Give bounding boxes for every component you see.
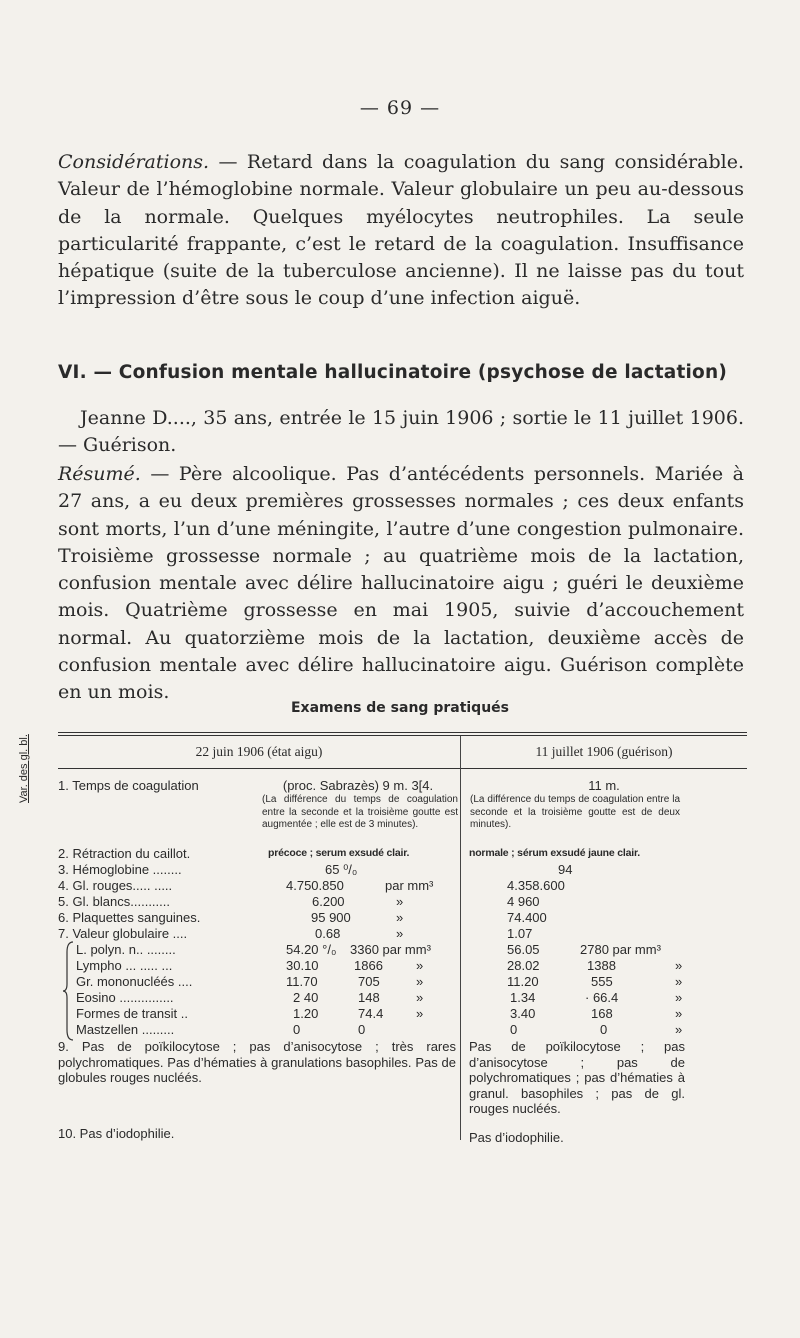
row3-label: 3. Hémoglobine ........ [58, 862, 182, 877]
row5-c2: 4 960 [507, 894, 540, 909]
sub-row-c1-pct: 11.70 [286, 974, 318, 989]
sub-row-c2-abs: 2780 par mm³ [580, 942, 661, 957]
row7-c1: 0.68 [315, 926, 341, 941]
row1-label: 1. Temps de coagulation [58, 778, 199, 793]
sub-row-c1-q: » [416, 990, 424, 1005]
sub-row-c2-q: » [675, 974, 683, 989]
row6-c1: 95 900 [311, 910, 351, 925]
sub-row-c2-q: » [675, 958, 683, 973]
sub-row-c2-q: » [675, 990, 683, 1005]
sub-row-c1-abs: 1866 [354, 958, 383, 973]
row1-c2-note: (La différence du temps de coagulation entre la seconde et la troisième goutte est de deux minutes). [470, 794, 680, 830]
sub-row-label: Gr. mononucléés .... [76, 974, 193, 989]
row7-c2: 1.07 [507, 926, 533, 941]
row4-c1: 4.750.850 [286, 878, 344, 893]
sub-row-c2-abs: 555 [591, 974, 613, 989]
row4-c1-unit: par mm³ [385, 878, 434, 893]
sub-row-c2-pct: 28.02 [507, 958, 540, 973]
sub-row-label: Formes de transit .. [76, 1006, 188, 1021]
table-header-rule [58, 768, 747, 769]
row6-label: 6. Plaquettes sanguines. [58, 910, 201, 925]
sub-row-c1-abs: 74.4 [358, 1006, 384, 1021]
leucocyte-variation-label: Var. des gl. bl. [18, 734, 30, 803]
sub-row-c1-abs: 705 [358, 974, 380, 989]
row5-c1: 6.200 [312, 894, 345, 909]
sub-row-c2-pct: 1.34 [510, 990, 536, 1005]
sub-row-c2-q: » [675, 1022, 683, 1037]
column-divider [460, 736, 461, 1140]
case-intro: Jeanne D...., 35 ans, entrée le 15 juin 1906 ; sortie le 11 juillet 1906. — Guérison. [58, 407, 744, 457]
sub-row-c1-pct: 30.10 [286, 958, 319, 973]
leucocyte-brace [62, 940, 74, 1042]
sub-row-c2-q: » [675, 1006, 683, 1021]
sub-row-c1-q: » [416, 974, 424, 989]
sub-row-label: L. polyn. n.. ........ [76, 942, 176, 957]
section-heading: VI. — Confusion mentale hallucinatoire (psychose de lactation) [58, 362, 727, 383]
row2-c2: normale ; sérum exsudé jaune clair. [469, 847, 640, 859]
resume-text: — Père alcoolique. Pas d’antécédents personnels. Mariée à 27 ans, a eu deux premières grossesses normales ; ces deux enfants sont morts, l’un d’une méningite, l’autre d’une congestion pulmonaire. Troisième grossesse normale ; au quatrième mois de la lactation, confusion mentale avec délire hallucinatoire aigu ; guéri le deuxième mois. Quatrième grossesse en mai 1905, suivie d’accouchement normal. Au quatorzième mois de la lactation, deuxième accès de confusion mentale avec délire hallucinatoire aigu. Guérison complète en un mois. [58, 463, 744, 704]
sub-row-c2-pct: 11.20 [507, 974, 539, 989]
col1-header: 22 juin 1906 (état aigu) [195, 744, 323, 759]
sub-row-c1-q: » [416, 958, 424, 973]
sub-row-c2-pct: 3.40 [510, 1006, 536, 1021]
exam-title: Examens de sang pratiqués [290, 700, 509, 716]
row5-c1-unit: » [396, 894, 404, 909]
row4-label: 4. Gl. rouges..... ..... [58, 878, 173, 893]
sub-row-c1-pct: 54.20 °/₀ [286, 942, 337, 957]
row6-c1-unit: » [396, 910, 404, 925]
col2-header: 11 juillet 1906 (guérison) [535, 744, 673, 759]
sub-row-c1-pct: 1.20 [293, 1006, 319, 1021]
row9-c2: Pas de poïkilocytose ; pas d’anisocytose ; pas de polychromatiques ; pas d’hématies à granul. basophiles ; pas de gl. rouges nucléés. [469, 1039, 685, 1116]
row10-c2: Pas d’iodophilie. [469, 1130, 564, 1145]
sub-row-label: Lympho ... ..... ... [76, 958, 173, 973]
row10-label: 10. Pas d’iodophilie. [58, 1126, 175, 1141]
row3-c1: 65 ⁰/₀ [325, 862, 358, 877]
sub-row-c2-abs: 0 [600, 1022, 608, 1037]
row4-c2: 4.358.600 [507, 878, 565, 893]
table-top-rule-2 [58, 735, 747, 736]
row1-c1-note: (La différence du temps de coagulation entre la seconde et la troisième goutte est augmentée ; elle est de 3 minutes). [262, 794, 458, 830]
considerations-text: — Retard dans la coagulation du sang considérable. Valeur de l’hémoglobine normale. Valeur globulaire un peu au-dessous de la normale. Quelques myélocytes neutrophiles. La seule particularité frappante, c’est le retard de la coagulation. Insuffisance hépatique (suite de la tuberculose ancienne). Il ne laisse pas du tout l’impression d’être sous le coup d’une infection aiguë. [58, 151, 744, 310]
considerations-paragraph [58, 149, 744, 313]
sub-row-c1-abs: 0 [358, 1022, 366, 1037]
sub-row-label: Eosino ............... [76, 990, 174, 1005]
sub-row-c2-abs: 1388 [587, 958, 616, 973]
row3-c2: 94 [558, 862, 573, 877]
brace-path [63, 942, 73, 1040]
considerations-label: Considérations. [58, 151, 210, 173]
sub-row-label: Mastzellen ......... [76, 1022, 175, 1037]
sub-row-c1-pct: 2 40 [293, 990, 319, 1005]
sub-row-c1-pct: 0 [293, 1022, 301, 1037]
sub-row-c1-abs: 148 [358, 990, 380, 1005]
row2-c1: précoce ; serum exsudé clair. [268, 847, 410, 859]
sub-row-c2-abs: 168 [591, 1006, 613, 1021]
row7-c1-unit: » [396, 926, 404, 941]
resume-paragraph [58, 461, 744, 707]
row7-label: 7. Valeur globulaire .... [58, 926, 188, 941]
sub-row-c2-abs: · 66.4 [585, 990, 619, 1005]
row1-c1-main: (proc. Sabrazès) 9 m. 3[4. [282, 778, 434, 793]
sub-row-c1-abs: 3360 par mm³ [350, 942, 431, 957]
resume-label: Résumé. [58, 463, 141, 485]
row1-c2-main: 11 m. [588, 778, 620, 793]
row6-c2: 74.400 [507, 910, 547, 925]
sub-row-c2-pct: 56.05 [507, 942, 540, 957]
row9-c1: 9. Pas de poïkilocytose ; pas d’anisocytose ; très rares polychromatiques. Pas d’hématies à granulations basophiles. Pas de globules rouges nucléés. [58, 1039, 456, 1085]
sub-row-c2-pct: 0 [510, 1022, 518, 1037]
table-top-rule [58, 732, 747, 733]
row2-label: 2. Rétraction du caillot. [58, 846, 191, 861]
page-number: — 69 — [359, 97, 441, 119]
row5-label: 5. Gl. blancs........... [58, 894, 170, 909]
sub-row-c1-q: » [416, 1006, 424, 1021]
